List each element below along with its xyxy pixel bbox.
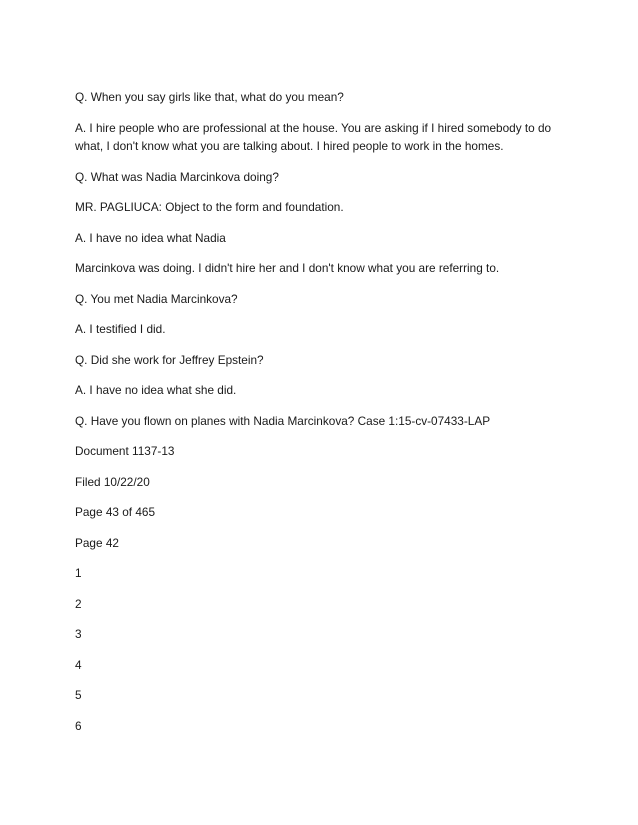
question-flown-planes: Q. Have you flown on planes with Nadia Marcinkova? Case 1:15-cv-07433-LAP (75, 413, 491, 428)
page-of-total: Page 43 of 465 (75, 505, 156, 519)
transcript-page-number: Page 42 (75, 535, 119, 550)
objection-pagliuca: MR. PAGLIUCA: Object to the form and foundation. (75, 200, 344, 214)
line-number: 4 (75, 657, 82, 672)
document-number: Document 1137-13 (75, 444, 175, 458)
question-nadia-doing: Q. What was Nadia Marcinkova doing? (75, 169, 279, 184)
answer-no-idea-she-did: A. I have no idea what she did. (75, 383, 237, 397)
line-number: 3 (75, 627, 82, 641)
transcript-body (75, 88, 555, 747)
question-work-for-epstein: Q. Did she work for Jeffrey Epstein? (75, 352, 264, 367)
filed-date: Filed 10/22/20 (75, 474, 150, 489)
question-girls-like-that: Q. When you say girls like that, what do you mean? (75, 90, 344, 104)
answer-hire-professional: A. I hire people who are professional at the house. You are asking if I hired somebody to do what, I don't know what you are talking about. I hired people to work in the homes. (75, 120, 552, 153)
question-met-nadia: Q. You met Nadia Marcinkova? (75, 291, 238, 306)
answer-no-idea-nadia: A. I have no idea what Nadia (75, 230, 226, 245)
answer-testified: A. I testified I did. (75, 322, 166, 336)
answer-continuation: Marcinkova was doing. I didn't hire her and I don't know what you are referring to. (75, 261, 500, 275)
line-number: 1 (75, 566, 82, 580)
line-number: 6 (75, 718, 82, 733)
line-number: 2 (75, 596, 82, 611)
line-number: 5 (75, 688, 82, 702)
